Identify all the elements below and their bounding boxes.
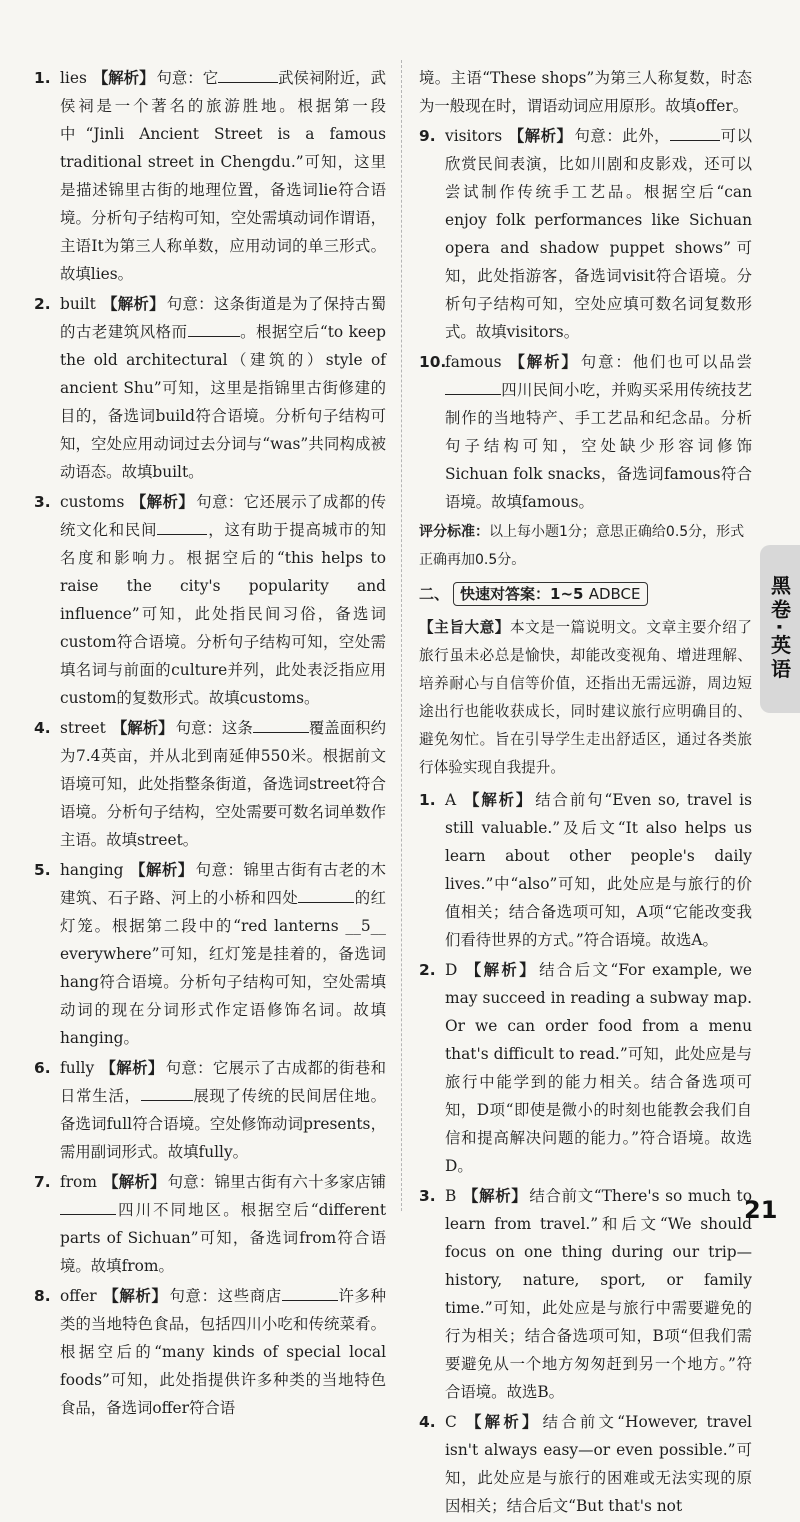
fill-blank	[157, 520, 207, 535]
fill-blank	[670, 126, 720, 141]
answer-item-4: 4. street 【解析】 句意：这条 覆盖面积约为7.4英亩，并从北到南延伸550米。根据前文语境可知，此处指整条街道，备选词street符合语境。分析句子结构，空处需要可数名词单数作主语。故填street。	[34, 719, 386, 849]
answer-item-1: 1. lies 【解析】 句意：它 武侯祠附近，武侯祠是一个著名的旅游胜地。根据第一段中“Jinli Ancient Street is a famous traditional street in Chengdu.”可知，这里是描述锦里古街的地理位置，备选词lie符合语境。分析句子结构可知，空处需填动词作谓语，主语It为第三人称单数，应用动词的单三形式。故填lies。	[34, 69, 386, 283]
mc-item-1: 1. A 【解析】 结合前句“Even so, travel is still valuable.”及后文“It also helps us learn about other people's daily lives.”中“also”可知，此处应是与旅行的价值相关；结合备选项可知，A项“它能改变我们看待世界的方式。”符合语境。故选A。	[419, 791, 752, 949]
answer-item-2: 2. built 【解析】 句意：这条街道是为了保持古蜀的古老建筑风格而 。根据空后“to keep the old architectural（建筑的）style of ancient Shu”可知，这里是指锦里古街修建的目的，备选词build符合语境。分析句子结构可知，空处应用动词过去分词与“was”共同构成被动语态。故填built。	[34, 295, 386, 481]
fill-blank	[445, 380, 501, 395]
answer-item-7: 7. from 【解析】 句意：锦里古街有六十多家店铺四川不同地区。根据空后“different parts of Sichuan”可知，备选词from符合语境。故填from。	[34, 1173, 386, 1275]
fill-blank	[141, 1086, 193, 1101]
quick-answer-box: 快速对答案：1~5 ADBCE	[453, 582, 648, 606]
mc-item-4: 4. C 【解析】 结合前文“However, travel isn't always easy—or even possible.”可知，此处应是与旅行的困难或无法实现的原因相关；结合后文“But that's not	[419, 1413, 752, 1515]
left-column	[34, 64, 386, 1424]
fill-blank	[253, 718, 309, 733]
fill-blank	[218, 68, 278, 83]
scoring-criteria: 评分标准：以上每小题1分；意思正确给0.5分，形式正确再加0.5分。	[419, 524, 745, 568]
section-2-header: 二、 快速对答案：1~5 ADBCE	[419, 580, 752, 608]
fill-blank	[188, 322, 240, 337]
answer-item-6: 6. fully 【解析】 句意：它展示了古成都的街巷和日常生活， 展现了传统的民间居住地。备选词full符合语境。空处修饰动词presents，需用副词形式。故填fully。	[34, 1059, 386, 1161]
mc-item-2: 2. D 【解析】 结合后文“For example, we may succeed in reading a subway map. Or we can order food from a menu that's difficult to read.”可知，此处应是与旅行中能学到的能力相关。结合备选项可知，D项“即使是微小的时刻也能教会我们自信和提高解决问题的能力。”符合语境。故选D。	[419, 961, 752, 1175]
mc-item-3: 3. B 【解析】 结合前文“There's so much to learn from travel.”和后文“We should focus on one thing during our trip—history, nature, sport, or family time.”可知，此处应是与旅行中需要避免的行为相关；结合备选项可知，B项“但我们需要避免从一个地方匆匆赶到另一个地方。”符合语境。故选B。	[419, 1187, 752, 1401]
fill-blank	[60, 1200, 116, 1215]
answer-item-10: 10.famous 【解析】 句意：他们也可以品尝四川民间小吃，并购买采用传统技艺制作的当地特产、手工艺品和纪念品。分析句子结构可知，空处缺少形容词修饰Sichuan folk snacks，备选词famous符合语境。故填famous。	[419, 353, 752, 511]
fill-blank	[282, 1286, 338, 1301]
answer-item-5: 5. hanging 【解析】 句意：锦里古街有古老的木建筑、石子路、河上的小桥和四处 的红灯笼。根据第二段中的“red lanterns __5__ everywhere”可知，红灯笼是挂着的，备选词hang符合语境。分析句子结构可知，空处需填动词的现在分词形式作定语修饰名词。故填hanging。	[34, 861, 386, 1047]
answer-item-9: 9. visitors 【解析】 句意：此外， 可以欣赏民间表演，比如川剧和皮影戏，还可以尝试制作传统手工艺品。根据空后“can enjoy folk performances like Sichuan opera and shadow puppet shows”可知，此处指游客，备选词visit符合语境。分析句子结构可知，空处应填可数名词复数形式。故填visitors。	[419, 127, 752, 341]
fill-blank	[298, 888, 354, 903]
page-number: 21	[744, 1196, 778, 1224]
column-divider	[401, 60, 402, 1211]
answer-item-8: 8. offer 【解析】 句意：这些商店 许多种类的当地特色食品，包括四川小吃和传统菜肴。根据空后的“many kinds of special local foods”可知，此处指提供许多种类的当地特色食品，备选词offer符合语	[34, 1287, 386, 1417]
answer-item-3: 3. customs 【解析】 句意：它还展示了成都的传统文化和民间 ，这有助于提高城市的知名度和影响力。根据空后的“this helps to raise the city's popularity and influence”可知，此处指民间习俗，备选词custom符合语境。分析句子结构可知，空处需填名词与前面的culture并列，此处表泛指应用custom的复数形式。故填customs。	[34, 493, 386, 707]
answer-item-8-continued: 境。主语“These shops”为第三人称复数，时态为一般现在时，谓语动词应用原形。故填offer。	[419, 69, 752, 115]
subject-side-tab: 黑卷·英语	[760, 545, 800, 713]
right-column	[419, 64, 752, 1522]
main-idea: 【主旨大意】本文是一篇说明文。文章主要介绍了旅行虽未必总是愉快，却能改变视角、增进理解、培养耐心与自信等价值，还指出无需远游，周边短途出行也能收获成长，同时建议旅行应明确目的、避免匆忙。旨在引导学生走出舒适区，通过各类旅行体验实现自我提升。	[419, 619, 752, 776]
